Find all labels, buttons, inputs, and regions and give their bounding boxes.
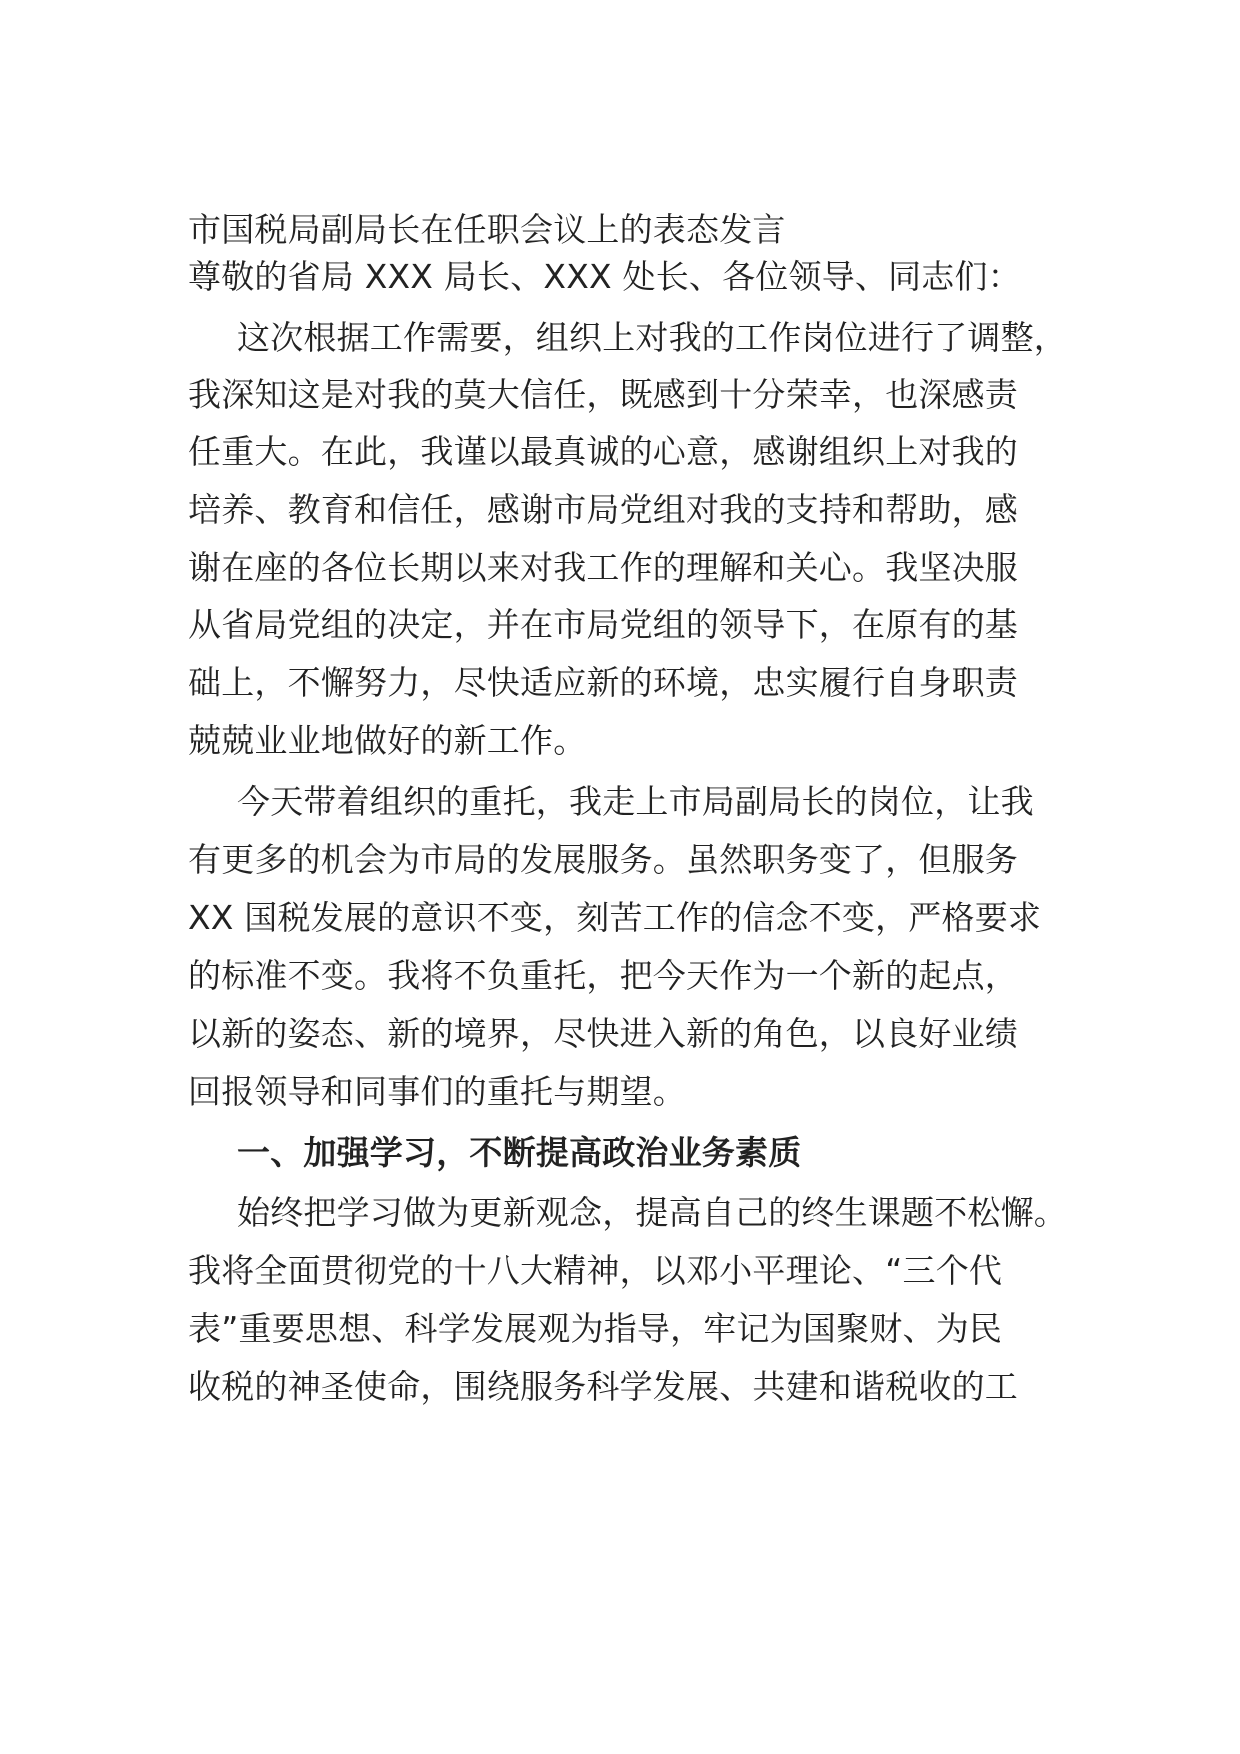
paragraph-line: 有更多的机会为市局的发展服务。虽然职务变了，但服务 (188, 840, 1018, 879)
paragraph-line: 兢兢业业地做好的新工作。 (188, 721, 587, 760)
paragraph-line: 培养、教育和信任，感谢市局党组对我的支持和帮助，感 (188, 490, 1018, 529)
paragraph-line: 收税的神圣使命，围绕服务科学发展、共建和谐税收的工 (188, 1367, 1018, 1406)
paragraph-line: 础上，不懈努力，尽快适应新的环境，忠实履行自身职责 (188, 663, 1018, 702)
paragraph-line: 的标准不变。我将不负重托，把今天作为一个新的起点， (188, 956, 1018, 995)
paragraph-line: 从省局党组的决定，并在市局党组的领导下，在原有的基 (188, 605, 1018, 644)
document-title: 市国税局副局长在任职会议上的表态发言 (188, 210, 786, 249)
paragraph-line: 回报领导和同事们的重托与期望。 (188, 1072, 686, 1111)
paragraph-line: 我深知这是对我的莫大信任，既感到十分荣幸，也深感责 (188, 375, 1018, 414)
paragraph-line: XX 国税发展的意识不变，刻苦工作的信念不变，严格要求 (188, 898, 1042, 937)
salutation: 尊敬的省局 XXX 局长、XXX 处长、各位领导、同志们： (188, 257, 1021, 296)
paragraph-line: 任重大。在此，我谨以最真诚的心意，感谢组织上对我的 (188, 432, 1018, 471)
paragraph-line: 表”重要思想、科学发展观为指导，牢记为国聚财、为民 (188, 1309, 1003, 1348)
paragraph-line: 这次根据工作需要，组织上对我的工作岗位进行了调整， (237, 318, 1067, 357)
paragraph-line: 始终把学习做为更新观念，提高自己的终生课题不松懈。 (237, 1193, 1067, 1232)
paragraph-line: 以新的姿态、新的境界，尽快进入新的角色，以良好业绩 (188, 1014, 1018, 1053)
paragraph-line: 我将全面贯彻党的十八大精神，以邓小平理论、“三个代 (188, 1251, 1003, 1290)
paragraph-line: 谢在座的各位长期以来对我工作的理解和关心。我坚决服 (188, 548, 1018, 587)
paragraph-line: 今天带着组织的重托，我走上市局副局长的岗位，让我 (237, 782, 1034, 821)
section-heading: 一、加强学习，不断提高政治业务素质 (237, 1133, 802, 1172)
